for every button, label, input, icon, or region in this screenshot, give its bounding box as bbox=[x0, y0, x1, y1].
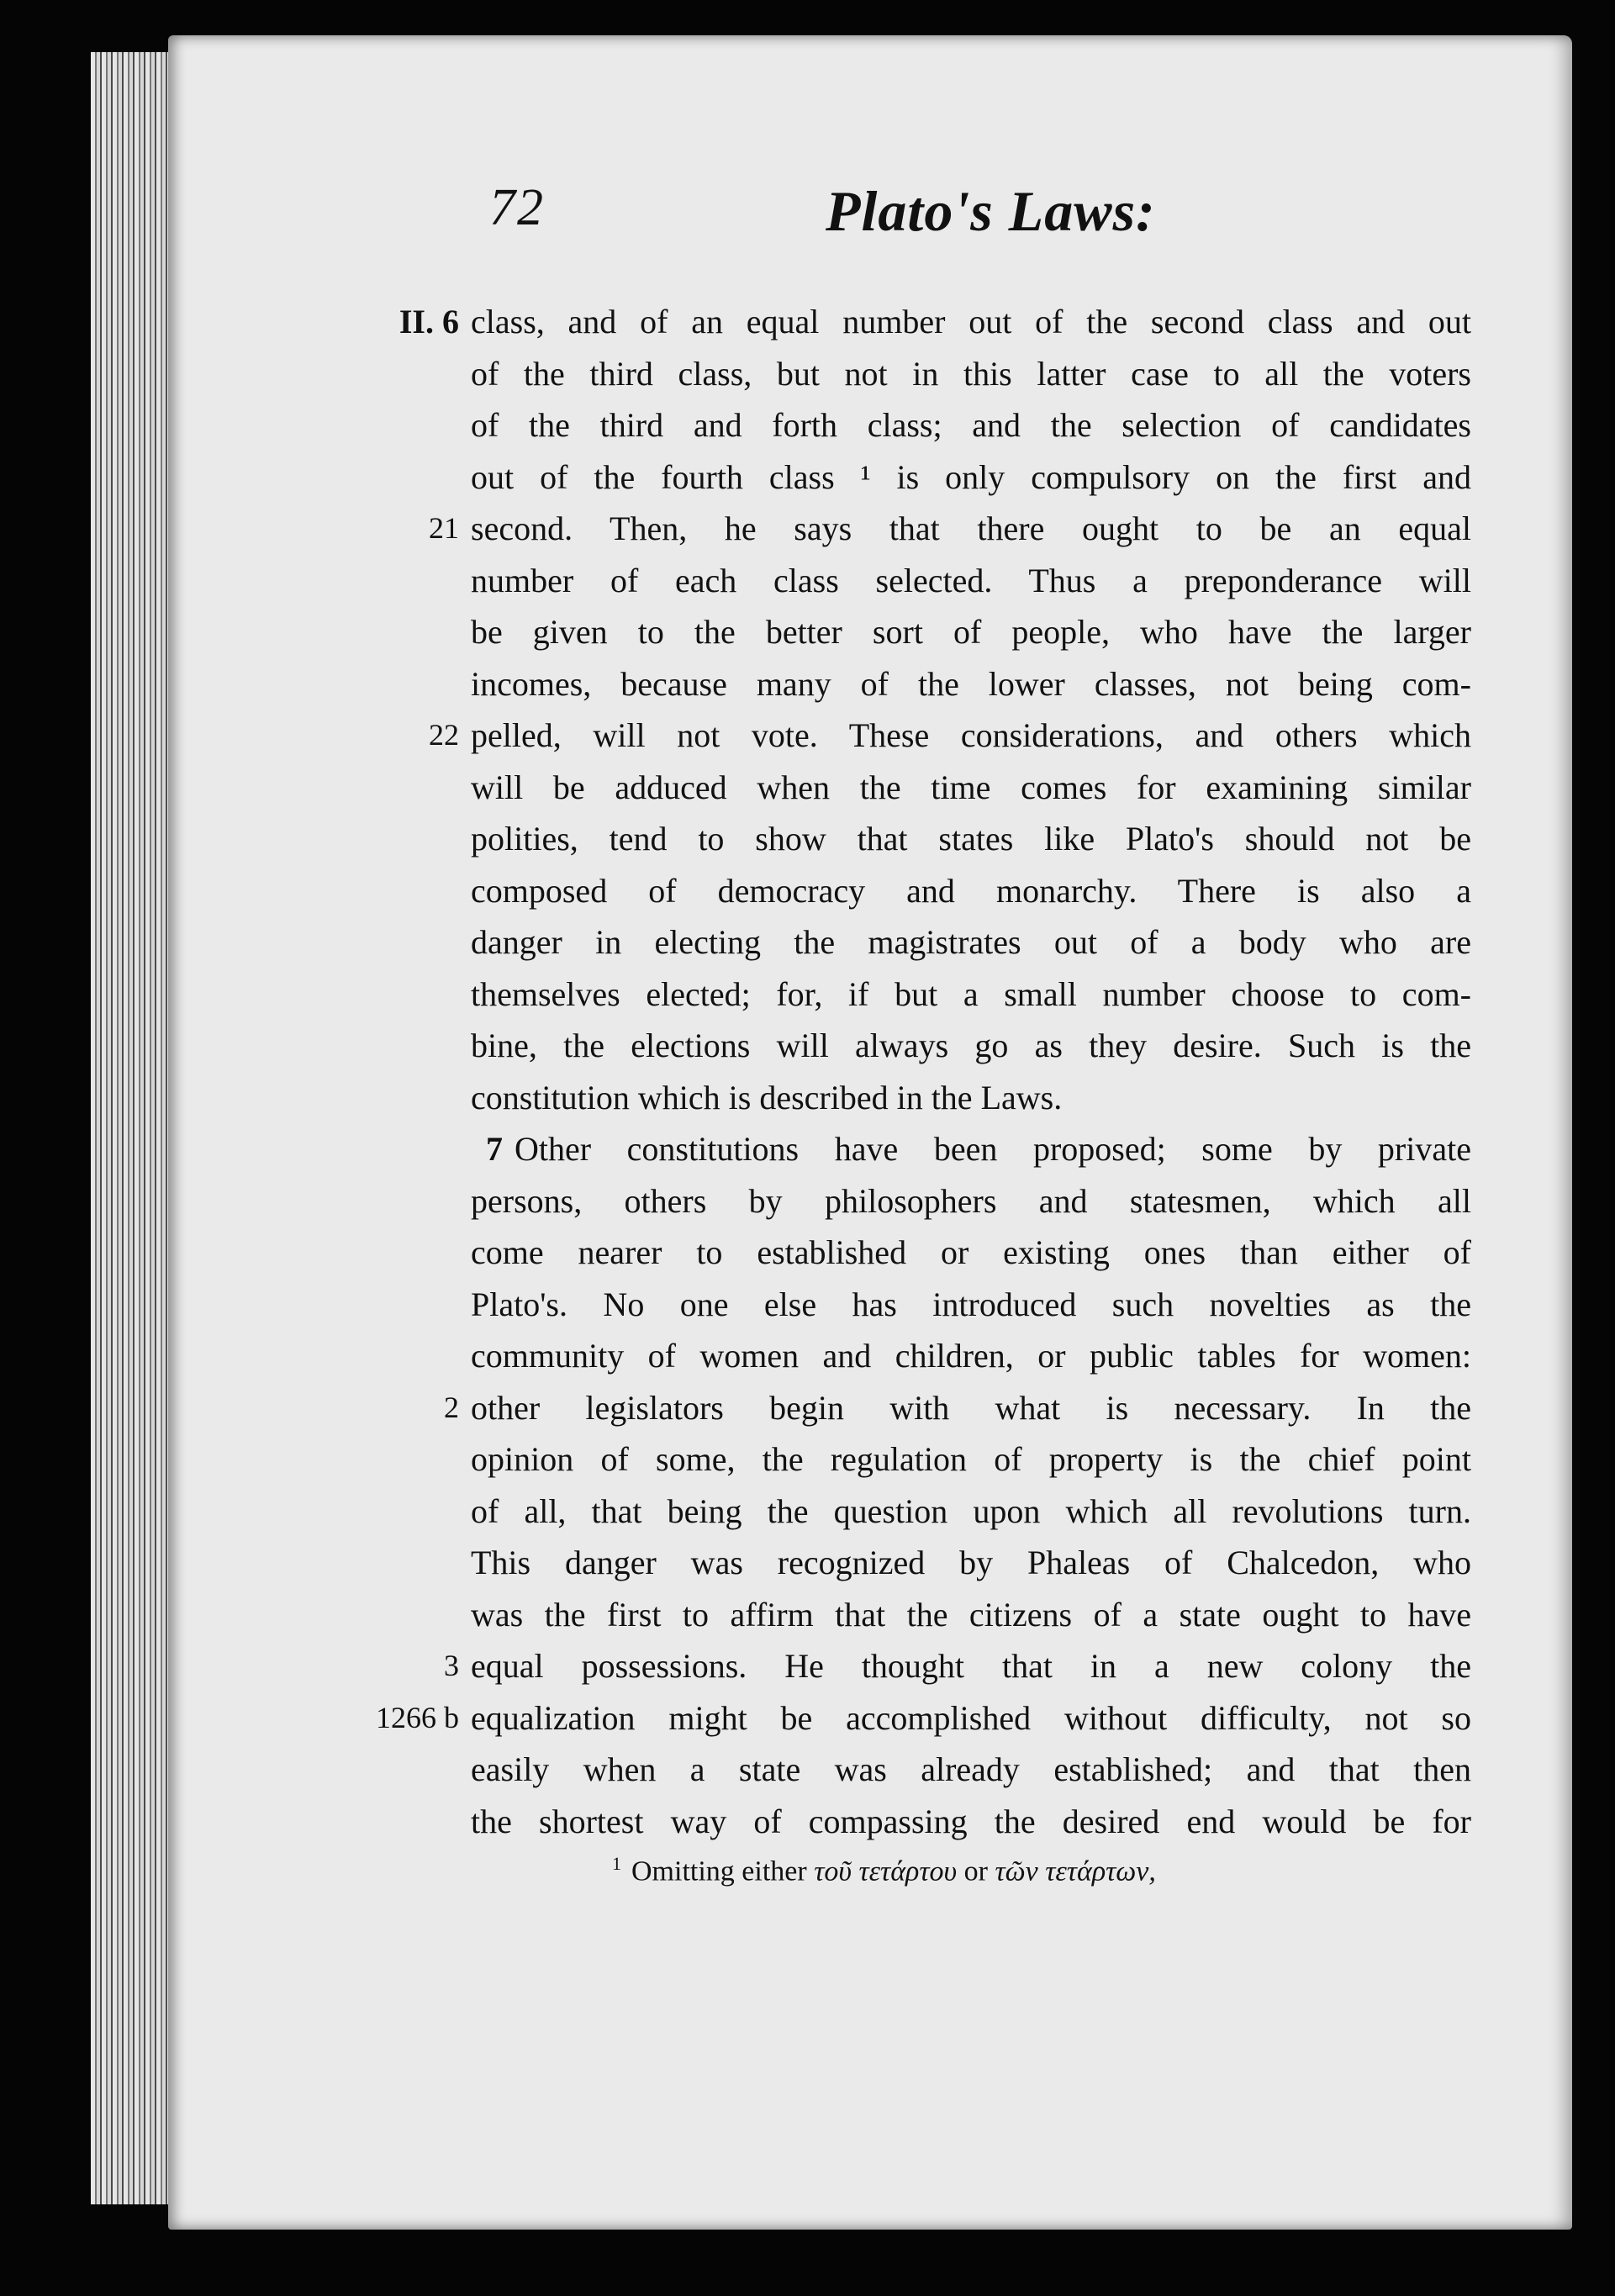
line-text: of all, that being the question upon which all revolutions turn. bbox=[471, 1491, 1471, 1530]
text-line bbox=[471, 1796, 1471, 1848]
line-text: persons, others by philosophers and statesmen, which all bbox=[471, 1181, 1471, 1220]
text-line bbox=[471, 813, 1471, 865]
body-text bbox=[376, 296, 1471, 1847]
line-text: This danger was recognized by Phaleas of Chalcedon, who bbox=[471, 1544, 1471, 1581]
line-text: of the third and forth class; and the selection of candidates bbox=[471, 406, 1471, 444]
text-line bbox=[429, 503, 1471, 555]
line-text: Plato's. No one else has introduced such novelties as the bbox=[471, 1285, 1471, 1323]
text-line bbox=[471, 969, 1471, 1021]
line-text: will be adduced when the time comes for examining similar bbox=[471, 768, 1471, 806]
text-line bbox=[471, 1589, 1471, 1641]
text-line bbox=[471, 1279, 1471, 1331]
text-line bbox=[471, 1744, 1471, 1796]
page-header bbox=[489, 178, 1296, 254]
margin-marker: 1266 b bbox=[376, 1700, 459, 1734]
page-number: 72 bbox=[489, 179, 545, 236]
line-text: equalization might be accomplished without difficulty, not so bbox=[471, 1698, 1471, 1737]
line-text: incomes, because many of the lower classes, not being com- bbox=[471, 664, 1471, 703]
line-text: out of the fourth class ¹ is only compulsory on the first and bbox=[471, 457, 1471, 496]
text-line bbox=[398, 296, 1471, 348]
line-text: composed of democracy and monarchy. There is also a bbox=[471, 871, 1471, 910]
line-text: was the first to affirm that the citizens of a state ought to have bbox=[471, 1595, 1471, 1634]
text-line bbox=[471, 1486, 1471, 1538]
page-edges bbox=[91, 52, 178, 2204]
text-line bbox=[471, 399, 1471, 451]
footnote-text-middle: or bbox=[963, 1855, 988, 1887]
line-text: pelled, will not vote. These considerations, and others which bbox=[471, 716, 1471, 754]
text-line bbox=[376, 1692, 1471, 1744]
line-text: danger in electing the magistrates out of a body who are bbox=[471, 923, 1471, 961]
footnote-greek-1: τοῦ τετάρτου bbox=[814, 1855, 958, 1887]
line-text: number of each class selected. Thus a preponderance will bbox=[471, 561, 1471, 599]
line-text: polities, tend to show that states like Plato's should not be bbox=[471, 820, 1471, 858]
text-line bbox=[471, 348, 1471, 400]
footnote-mark: 1 bbox=[612, 1853, 621, 1874]
line-text: themselves elected; for, if but a small number choose to com- bbox=[471, 974, 1471, 1013]
line-text: second. Then, he says that there ought to be an equal bbox=[471, 509, 1471, 547]
text-line bbox=[471, 1537, 1471, 1589]
text-line bbox=[429, 710, 1471, 762]
text-line bbox=[471, 916, 1471, 969]
text-line bbox=[471, 555, 1471, 607]
text-line bbox=[471, 1072, 1471, 1124]
line-text: equal possessions. He thought that in a new colony the bbox=[471, 1647, 1471, 1685]
margin-marker: 3 bbox=[444, 1649, 459, 1682]
margin-marker: 22 bbox=[429, 718, 459, 752]
text-line bbox=[471, 1433, 1471, 1486]
margin-marker: 2 bbox=[444, 1390, 459, 1424]
text-line bbox=[471, 1175, 1471, 1227]
text-line bbox=[471, 1123, 1471, 1175]
text-line bbox=[444, 1640, 1471, 1692]
line-text: easily when a state was already established; and that then bbox=[471, 1750, 1471, 1788]
text-line bbox=[444, 1382, 1471, 1434]
line-text: the shortest way of compassing the desired end would be for bbox=[471, 1802, 1471, 1840]
running-title: Plato's Laws: bbox=[826, 179, 1156, 243]
line-text: class, and of an equal number out of the second class and out bbox=[471, 303, 1471, 340]
text-line bbox=[471, 865, 1471, 917]
line-text: opinion of some, the regulation of property is the chief point bbox=[471, 1440, 1471, 1478]
text-line bbox=[471, 1227, 1471, 1279]
text-line bbox=[471, 451, 1471, 504]
text-line bbox=[471, 606, 1471, 658]
line-text: be given to the better sort of people, who have the larger bbox=[471, 613, 1471, 651]
text-line bbox=[471, 1330, 1471, 1382]
margin-marker: 21 bbox=[429, 511, 459, 545]
footnote-text-before: Omitting either bbox=[631, 1855, 807, 1887]
text-line bbox=[471, 762, 1471, 814]
line-text: bine, the elections will always go as they desire. Such is the bbox=[471, 1027, 1471, 1064]
line-text: constitution which is described in the Laws. bbox=[471, 1078, 1063, 1116]
line-text: of the third class, but not in this latter case to all the voters bbox=[471, 354, 1471, 393]
margin-marker: II. 6 bbox=[398, 303, 459, 340]
line-text: come nearer to established or existing ones than either of bbox=[471, 1233, 1471, 1271]
line-text: other legislators begin with what is necessary. In the bbox=[471, 1388, 1471, 1427]
text-line bbox=[471, 658, 1471, 710]
margin-marker: 7 bbox=[486, 1130, 503, 1168]
line-text: community of women and children, or public tables for women: bbox=[471, 1337, 1471, 1375]
footnote bbox=[612, 1853, 1369, 1887]
text-line bbox=[471, 1020, 1471, 1072]
line-text: Other constitutions have been proposed; some by private bbox=[515, 1130, 1471, 1168]
footnote-greek-2: τῶν τετάρτων, bbox=[995, 1855, 1156, 1887]
